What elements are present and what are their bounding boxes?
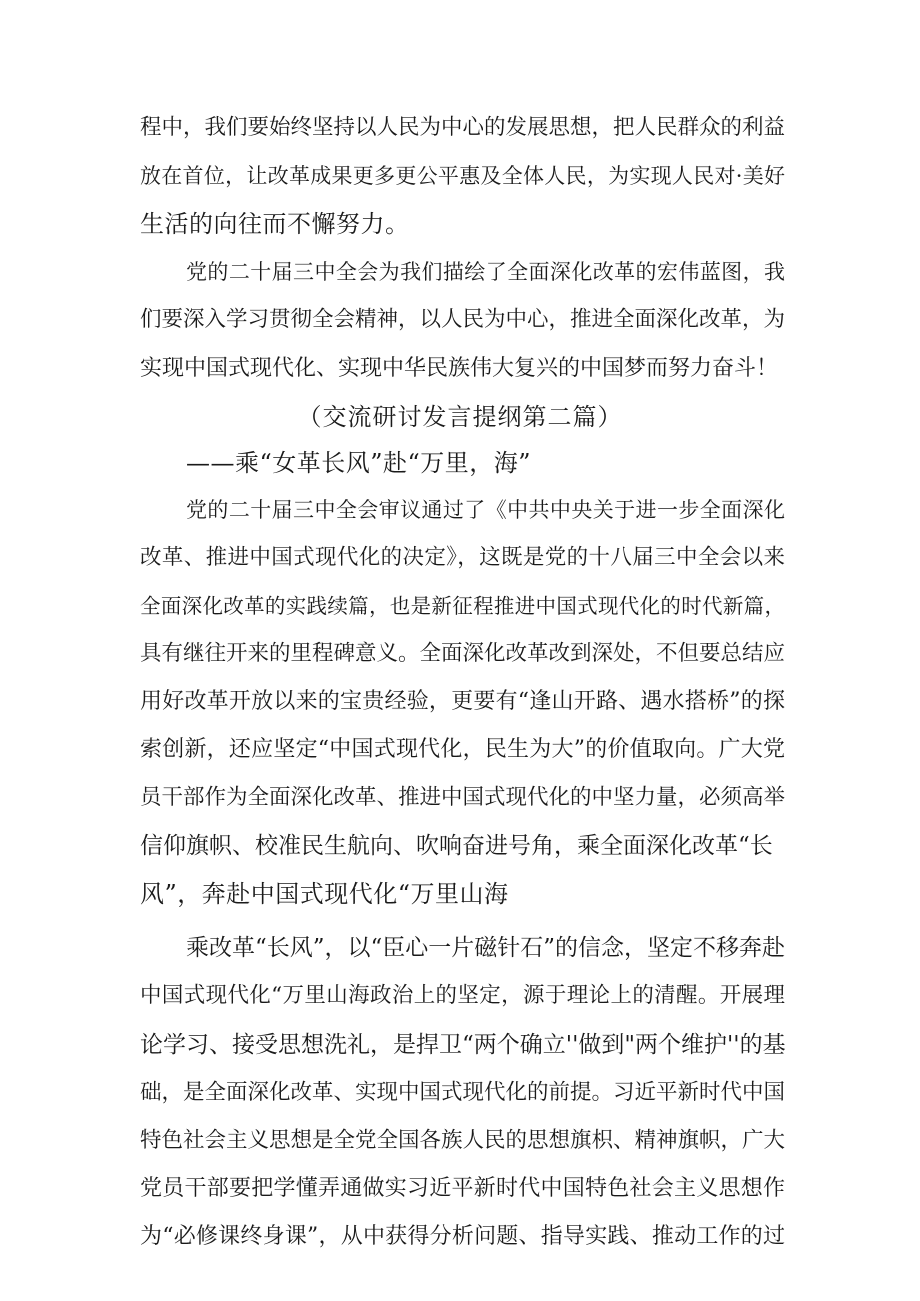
para4-line-4: 础，是全面深化改革、实现中国式现代化的前提。习近平新时代中国 — [140, 1080, 786, 1105]
para3-line-2: 改革、推进中国式现代化的决定》，这既是党的十八届三中全会以来 — [140, 545, 785, 570]
para1-line-3: 生活的向往而不懈努力。 — [140, 210, 410, 238]
para2-line-1: 党的二十届三中全会为我们描绘了全面深化改革的宏伟蓝图，我 — [186, 260, 785, 284]
section-heading: （交流研讨发言提纲第二篇） — [297, 403, 623, 431]
para3-line-9: 风”，奔赴中国式现代化“万里山海 — [140, 880, 509, 908]
para2-line-3: 实现中国式现代化、实现中华民族伟大复兴的中国梦而努力奋斗！ — [140, 356, 779, 381]
para4-line-3: 论学习、接受思想洗礼，是捍卫“两个确立''做到"两个维护''的基 — [140, 1032, 786, 1058]
para4-line-5: 特色社会主义思想是全党全国各族人民的思想旗枳、精神旗帜，广大 — [140, 1128, 786, 1153]
para1-line-1: 程中，我们要始终坚持以人民为中心的发展思想，把人民群众的利益 — [140, 115, 786, 140]
para4-line-1: 乘改革“长风”，以“臣心一片磁针石”的信念，坚定不移奔赴 — [186, 935, 786, 961]
section-subheading: ——乘“女革长风”赴“万里，海” — [186, 449, 532, 477]
para3-line-3: 全面深化改革的实践续篇，也是新征程推进中国式现代化的时代新篇， — [140, 594, 785, 618]
para3-line-5: 用好改革开放以来的宝贵经验，更要有“逢山开路、遇水搭桥”的探 — [140, 689, 785, 714]
para3-line-7: 员干部作为全面深化改革、推进中国式现代化的中坚力量，必须高举 — [140, 785, 786, 810]
para3-line-1: 党的二十届三中全会审议通过了《中共中央关于进一步全面深化 — [186, 498, 785, 522]
para3-line-6: 索创新，还应坚定“中国式现代化，民生为大”的价值取向。广大党 — [140, 737, 785, 762]
para4-line-2: 中国式现代化“万里山海政治上的坚定，源于理论上的清醒。开展理 — [140, 983, 785, 1008]
para2-line-2: 们要深入学习贯彻全会精神，以人民为中心，推进全面深化改革，为 — [140, 307, 786, 332]
para1-line-2: 放在首位，让改革成果更多更公平惠及全体人民，为实现人民对·美好 — [140, 164, 785, 188]
para3-line-8: 信仰旗帜、校准民生航向、吹响奋进号角，乘全面深化改革“长 — [140, 833, 773, 859]
para4-line-6: 党员干部要把学懂弄通做实习近平新时代中国特色社会主义思想作 — [140, 1176, 785, 1201]
para3-line-4: 具有继往开来的里程碑意义。全面深化改革改到深处，不但要总结应 — [140, 641, 786, 666]
para4-line-7: 为“必修课终身课”，从中获得分析问题、指导实践、推动工作的过 — [140, 1224, 785, 1249]
